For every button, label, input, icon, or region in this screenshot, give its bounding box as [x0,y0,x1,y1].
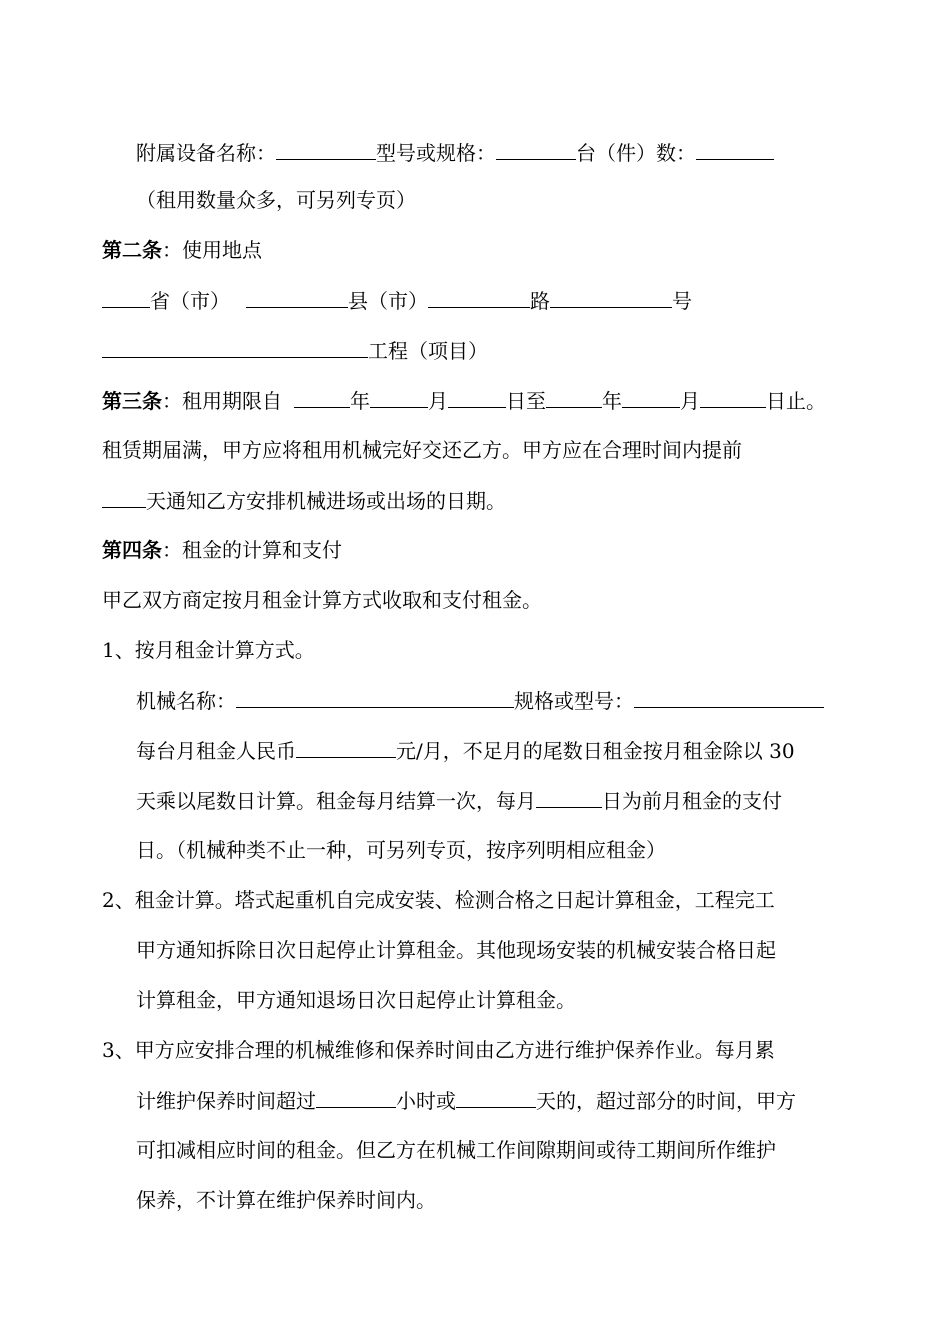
article-3-line-3 [102,486,506,515]
end-month-blank[interactable] [622,386,680,408]
device-name-blank[interactable] [276,138,376,160]
item-2-line-2: 甲方通知拆除日次日起停止计算租金。其他现场安装的机械安装合格日起 [136,938,776,962]
article-3-text: 租用期限自 [182,389,282,413]
article-2-title: 第二条 [102,238,162,262]
rent-prefix: 每台月租金人民币 [136,739,296,763]
article-4-heading [102,536,342,564]
item-2-line-1 [102,886,775,914]
day-end-label: 日止。 [766,389,826,413]
spec-label: 规格或型号： [514,689,634,713]
item-3-number: 3、 [102,1038,135,1062]
article-2-sep: ： [162,238,182,262]
article-4-intro: 甲乙双方商定按月租金计算方式收取和支付租金。 [102,588,542,612]
device-model-blank[interactable] [496,138,576,160]
maintenance-days-blank[interactable] [456,1086,536,1108]
start-day-blank[interactable] [448,386,506,408]
article-2-text: 使用地点 [182,238,262,262]
year2-label: 年 [602,389,622,413]
number-label: 号 [672,289,692,313]
device-model-label: 型号或规格： [376,141,496,165]
year-label: 年 [350,389,370,413]
maintenance-hours-blank[interactable] [316,1086,396,1108]
article-3-title: 第三条 [102,389,162,413]
start-year-blank[interactable] [294,386,350,408]
payment-day-blank[interactable] [536,786,602,808]
machine-name-label: 机械名称： [136,689,236,713]
article-2-heading [102,236,262,264]
settlement-text-b: 日为前月租金的支付 [602,789,782,813]
article-3-line-2: 租赁期届满，甲方应将租用机械完好交还乙方。甲方应在合理时间内提前 [102,438,742,462]
location-line [102,286,692,315]
item-3-line-2 [136,1086,796,1115]
item-3-text-1: 甲方应安排合理的机械维修和保养时间由乙方进行维护保养作业。每月累 [134,1038,775,1062]
rent-suffix: 元/月，不足月的尾数日租金按月租金除以 30 [396,739,795,763]
number-blank[interactable] [550,286,672,308]
notice-days-blank[interactable] [102,486,146,508]
item-2-line-3: 计算租金，甲方通知退场日次日起停止计算租金。 [136,988,576,1012]
item-2-number: 2、 [102,888,135,912]
month-label: 月 [428,389,448,413]
item-1-heading [102,636,315,664]
item-1-line-4: 日。（机械种类不止一种，可另列专页，按序列明相应租金） [136,838,666,862]
project-blank[interactable] [102,336,368,358]
road-label: 路 [530,289,550,313]
article-4-title: 第四条 [102,538,162,562]
item-3-text-2b: 小时或 [396,1089,456,1113]
device-line [136,138,774,167]
notice-text: 天通知乙方安排机械进场或出场的日期。 [146,489,506,513]
article-4-text: 租金的计算和支付 [182,538,342,562]
settlement-text-a: 天乘以尾数日计算。租金每月结算一次，每月 [136,789,536,813]
device-count-blank[interactable] [696,138,774,160]
item-3-line-4: 保养，不计算在维护保养时间内。 [136,1188,436,1212]
rent-amount-blank[interactable] [296,736,396,758]
device-count-label: 台（件）数： [576,141,696,165]
machine-line [136,686,824,715]
day-to-label: 日至 [506,389,546,413]
end-year-blank[interactable] [546,386,602,408]
article-4-sep: ： [162,538,182,562]
machine-name-blank[interactable] [236,686,514,708]
road-blank[interactable] [428,286,530,308]
spec-blank[interactable] [634,686,824,708]
end-day-blank[interactable] [700,386,766,408]
county-blank[interactable] [246,286,348,308]
province-label: 省（市） [150,289,230,313]
device-note: （租用数量众多，可另列专页） [136,188,416,212]
device-name-label: 附属设备名称： [136,141,276,165]
item-3-text-2a: 计维护保养时间超过 [136,1089,316,1113]
settlement-line [136,786,782,815]
item-3-line-3: 可扣减相应时间的租金。但乙方在机械工作间隙期间或待工期间所作维护 [136,1138,776,1162]
project-label: 工程（项目） [368,339,488,363]
article-3-line [102,386,826,415]
county-label: 县（市） [348,289,428,313]
item-1-number: 1、 [102,638,135,662]
province-blank[interactable] [102,286,150,308]
item-2-text-1: 租金计算。塔式起重机自完成安装、检测合格之日起计算租金，工程完工 [134,888,775,912]
start-month-blank[interactable] [370,386,428,408]
item-3-text-2c: 天的，超过部分的时间，甲方 [536,1089,796,1113]
project-line [102,336,488,365]
article-3-sep: ： [162,389,182,413]
month2-label: 月 [680,389,700,413]
item-3-line-1 [102,1036,775,1064]
rent-line [136,736,795,765]
item-1-title: 按月租金计算方式。 [134,638,315,662]
